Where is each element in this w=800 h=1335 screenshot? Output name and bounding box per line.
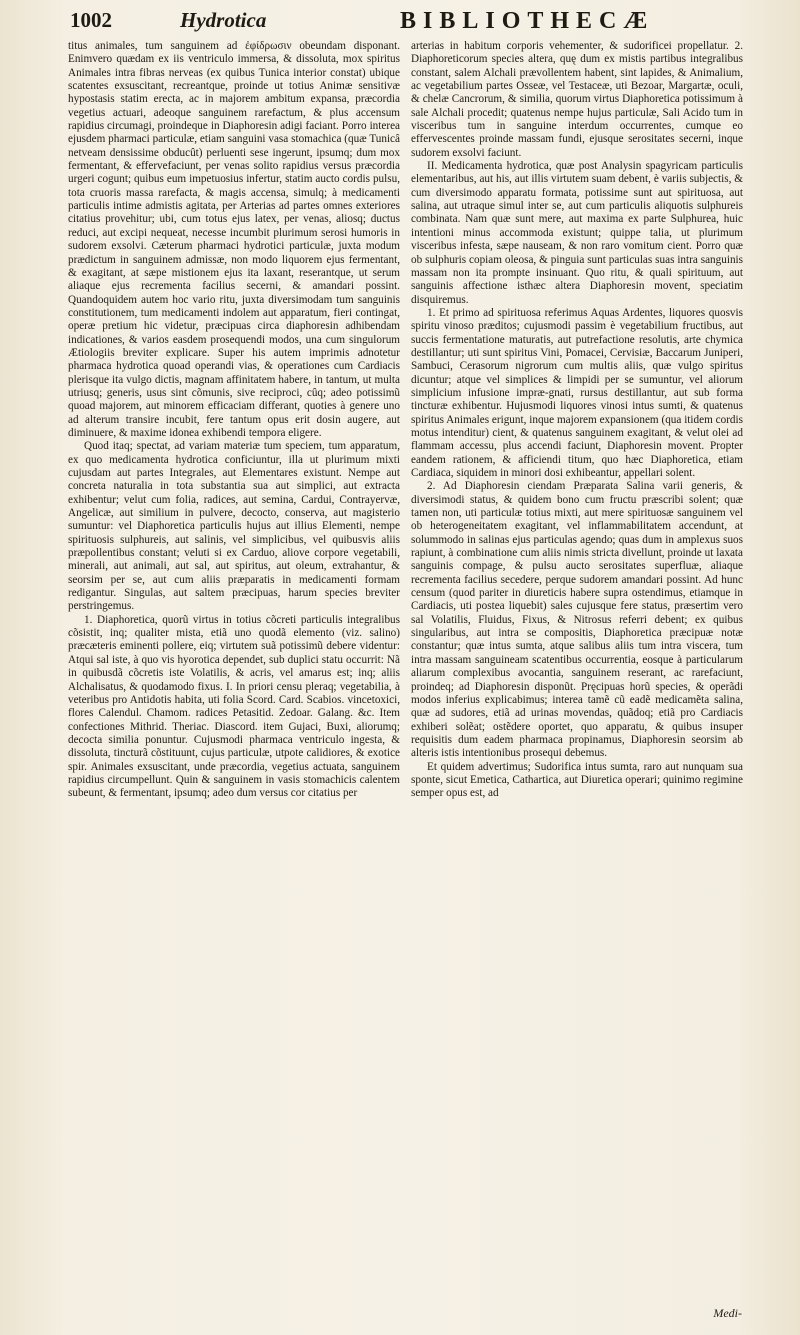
paragraph: titus animales, tum sanguinem ad ἐφίδρωσιν obeundam disponant. Enimvero quædam ex iis ventriculo immersa, & dissoluta, mox spiritus Animales intra fibras nerveas (ex quibus Tunica interior constat) ubique scatentes exsuscitant, recreantque, proinde ut totius Animæ sensitivæ hypostasis statim erecta, ac in majorem ambitum expansa, præcordia vegetius actuari, adeoque sanguinem rarefactum, & plus accensum rapidius circumagi, proindeque in Diaphoresin adigi faciant. Porro interea ejusdem pharmaci particulæ, etiam sanguini vasa stomachica (quæ Tunicâ netveam densissime obducût) perluenti sese ingerunt, ipsumq; dum mox fermentant, & effervefaciunt, per venas solito rapidius versus præcordia urgeri cogunt; quibus eum impetuosius infertur, statim aucto cordis pulsu, tota cruoris massa rarefacta, & magis accensa, simulq; à medicamenti particulis intime admistis agitata, per Arterias ad partes omnes exteriores citatius provehitur; ubi, cum totus ejus latex, per venas, aliosq; ductus reduci, aut excipi nequeat, necesse incumbit plurimum serosi humoris in sudorem exsolvi. Cæterum pharmaci hydrotici particulæ, juxta modum prædictum in sanguinem admissæ, non modo liquorem ejus fermentant, & exagitant, at sæpe mistionem ejus ita laxant, reserantque, ut serum aliaque ejus recrementa facilius secerni, & amandari possint. Quandoquidem autem hoc vario ritu, juxta diversimodam tum sanguinis constitutionem, tum medicamenti indolem aut apparatum, fieri contingat, operæ pretium hic videtur, præcipuas circa diaphoresin adhibendam indicationes, & varios easdem prosequendi modos, una cum singulorum Ætiologiis breviter explicare. Super his autem imprimis adnotetur pharmaca hydrotica quoad operandi vias, & operationes cum Cardiacis plerisque ita vulgo dictis, magnam affinitatem habere, in tantum, ut multa utriusq; generis, usus sint cõmunis, sive reciproci, cûq; adeo potissimũ quoad majorem, aut minorem efficaciam differant, quoties à genere uno ad alterum transire incubit, fere tantum opus erit dosin augere, aut diminuere, & maxime idonea exhibendi tempora eligere. (68, 40, 400, 439)
running-title-left: Hydrotica (180, 8, 267, 32)
paragraph: 1. Et primo ad spirituosa referimus Aquas Ardentes, liquores quosvis spiritu vinoso præditos; cujusmodi passim è vegetabilium fructibus, aut succis fermentatione maturatis, aut putrefactione resolutis, arte chymica destillantur; uti sunt spiritus Vini, Pomacei, Cervisiæ, Baccarum Juniperi, Sambuci, Cerasorum nigrorum cum multis aliis, quæ vulgo spiritus dicuntur; atque vel simplices & limpidi per se sumuntur, vel aliorum simplicium infusione impræ-gnati, rursus destillantur, aut sub forma tincturæ exhibentur. Hujusmodi liquores vinosi intus sumti, & quatenus spiritus Animales erigunt, inque majorem expansionem (qua itidem cordis motus intenditur) cient, & quatenus sanguinem exagitant, & velut olei ad flammam accessu, plus accendi faciunt, Diaphoresin movent. Propter eandem rationem, & afficiendi titum, quo hæc Diaphoretica, etiam Cardiaca, siquidem in minori dosi exhibeantur, appellari solent. (411, 306, 743, 479)
paragraph: II. Medicamenta hydrotica, quæ post Analysin spagyricam particulis elementaribus, aut his, aut illis virtutem suam debent, è variis subjectis, & cum diversimodo apparatu formata, potissime sunt aut spirituosa, aut salina, aut utraque simul inter se, aut cum particulis aliquotis sulphureis combinata. Nam quæ sunt mere, aut maxima ex parte Sulphurea, huic intentioni minus accommoda existunt; quippe talia, ut plurimum visceribus infesta, sæpe nauseam, & non raro vomitum cient. Porro quæ ob sulphuris copiam oleosa, & pinguia sunt particulas suas intra sanguinis massam non ita prompte insinuant. Quo ritu, & quali spirituum, aut sanguinis affectione isthæc altera Diaphoresin movent, speciatim disquiremus. (411, 160, 743, 306)
paragraph: Et quidem advertimus; Sudorifica intus sumta, raro aut nunquam sua sponte, sicut Emetica, Cathartica, aut Diuretica operari; quinimo regimine semper opus est, ad (411, 760, 743, 800)
catchword: Medi- (713, 1306, 742, 1320)
left-column (68, 40, 400, 1330)
running-title-right: BIBLIOTHECÆ (400, 8, 655, 34)
paragraph: arterias in habitum corporis vehementer, & sudorificei propellatur. 2. Diaphoreticorum species altera, quę dum ex mistis partibus integralibus constant, salem Alchali prævollentem habent, sint lapides, & Animalium, ac vegetabilium partes Osseæ, vel Testaceæ, uti Bezoar, Margartæ, oculi, & chelæ Cancrorum, & similia, quorum virtus Diaphoretica potissimum à sale Alchali procedit; quatenus nempe hujus particulæ, Sali Acido tum in visceribus tum in sanguine interdum occurrentes, cumque eo effervescentes proinde massam fundi, ejusque serositates secerni, inque sudorem exsolvi faciunt. (411, 40, 743, 159)
right-column (411, 40, 743, 1330)
paragraph: 1. Diaphoretica, quorũ virtus in totius cõcreti particulis integralibus cõsistit, inq; qualiter mista, etiã uno quodã elemento (viz. salino) præcæteris eminenti pollere, eiq; virtutem suã potissimũ debere videntur: Atqui sal iste, à quo vis hyorotica dependet, sub duplici statu occurrit: Nã in quibusdã cõcretis iste Volatilis, & acris, vel amarus est; inq; aliis Alchalisatus, & quodamodo fixus. I. In priori censu pleraq; vegetabilia, à veteribus pro Antidotis habita, uti folia Scord. Card. Scabios. vincetoxici, flores Calendul. Chamom. radices Petasitid. Zedoar. Galang. &c. Item confectiones Mithrid. Theriac. Diascord. item Gujaci, Buxi, aliorumq; decocta similia ponuntur. Cujusmodi pharmaca ventriculo ingesta, & dissoluta, tincturã cõstituunt, cujus particulæ, utpote calidiores, & exotice spir. Animales exsuscitant, unde præcordia, vegetius actuata, sanguinem rapidius circumpellunt. Quin & sanguinem in vasis stomachicis calentem subeunt, & fermentant, ipsumq; adeo dum versus cor citatius per (68, 613, 400, 800)
running-header (70, 8, 740, 36)
paragraph: Quod itaq; spectat, ad variam materiæ tum speciem, tum apparatum, ex quo medicamenta hydrotica conficiuntur, illa ut plurimum mixti cujusdam aut partes Integrales, aut Elementares existunt. Nempe aut concreta naturalia in tota substantia sua aut simplici, aut extracta exhibentur; velut cum folia, radices, aut semina, Cardui, Contrayervæ, Angelicæ, aut similium in pulvere, decocto, conserva, aut magisterio sumuntur: vel Diaphoretica particulis hujus aut illius Elementi, nempe spirituosis sulphureis, aut salinis, vel simplicibus, vel quibusvis aliis præpollentibus constant; veluti si ex Carduo, aliove corpore vegetabili, minerali, aut animali, aut sal, aut spiritus, aut oleum, extrahantur, & seorsim per se, aut cum aliis præparatis in medicamenti formam redigantur. Singulas, aut saltem præcipuas, harum species breviter perstringemus. (68, 440, 400, 613)
page-number: 1002 (70, 8, 112, 32)
paragraph: 2. Ad Diaphoresin ciendam Præparata Salina varii generis, & diversimodi status, & quidem bono cum fructu præscribi solent; quæ tamen non, uti particulæ totius mixti, aut mere spirituosæ sanguinem vel ob heterogeneitatem exagitant, vel inflammabilitatem accendunt, at solummodo in salinas ejus particulas agendo; quas dum in amplexus suos rapiunt, à combinatione cum aliis nimis stricta divellunt, proinde ut laxata sanguinis compage, & pulsu aucto serositates superfluæ, aliaque recrementa facilius secedere, perque sudorem amandari possint. Ad hunc censum (quod pariter in diureticis habere supra ostendimus, etiamque in Cardiacis, uti postea liquebit) sales cujusque fere status, præsertim vero sal Volatilis, Fluidus, Fixus, & Nitrosus referri debent; ex quibus singularibus, aut intra se compositis, Diaphoretica præcipuæ notæ constantur; quæ intus sumta, atque salibus aliis tum intra viscera, tum intra massam sanguineam scatentibus occurrentia, eosque à particularum aliarum complexibus avocantia, sanguinem reserant, ac rarefaciunt, proindeq; ad Diaphoresin disponũt. Pręcipuas horũ species, & operãdi modos inferius explicabimus; interea tamẽ cũ eadẽ medicamẽta salina, quæ ad sudores, etiã ad urinas movendas, quãdoq; etiã pro Cardiacis exhiberi solẽat; ostẽdere oportet, quo apparatu, & quibus insuper requisitis dum eadem pharmaca propinamus, Diaphoresin seorsim ab alteris istis intentionibus prosequi debemus. (411, 480, 743, 760)
